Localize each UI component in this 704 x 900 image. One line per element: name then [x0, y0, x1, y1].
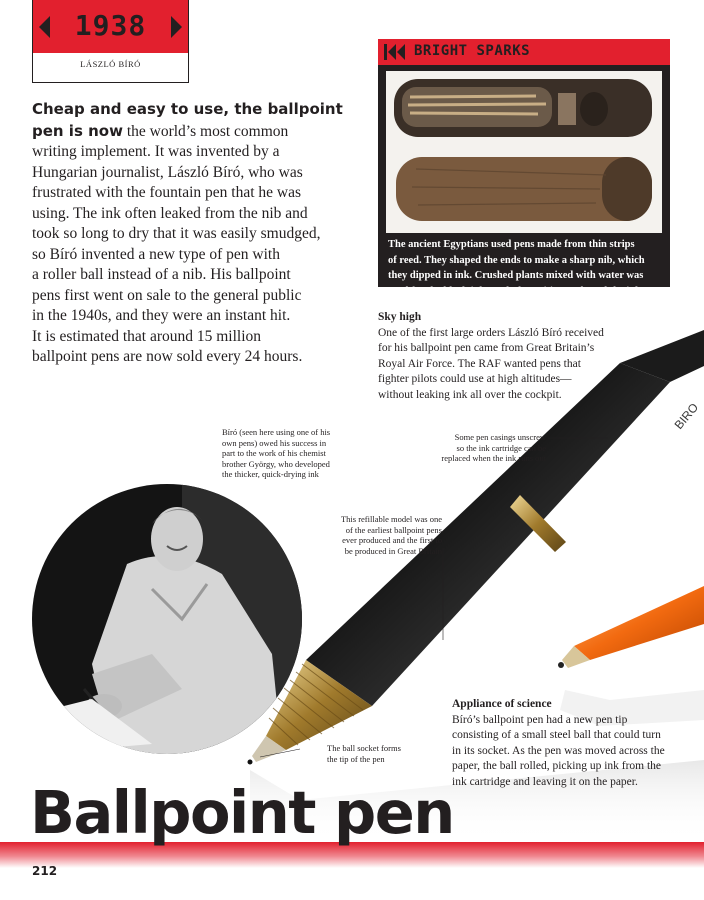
science-line: Bíró’s ballpoint pen had a new pen tip: [452, 713, 628, 726]
caption-line: This refillable model was one: [340, 514, 442, 524]
rewind-icon: [384, 44, 406, 60]
bright-sparks-panel: [378, 39, 670, 312]
sky-high-section: [378, 310, 670, 403]
year-badge: [32, 0, 189, 83]
intro-line: a roller ball instead of a nib. His ballpoint: [32, 266, 291, 283]
egyptian-pen-case-image: [386, 71, 662, 233]
next-arrow-icon[interactable]: [171, 16, 182, 38]
page-title: Ballpoint pen: [30, 778, 454, 847]
intro-paragraph: [32, 99, 358, 368]
inventor-name: LÁSZLÓ BÍRÓ: [80, 59, 141, 69]
bright-sparks-header: [378, 39, 670, 65]
sparks-line: they dipped in ink. Crushed plants mixed with water was: [388, 270, 644, 281]
intro-line: in the 1940s, and they were an instant hit.: [32, 307, 291, 324]
sky-high-line: without leaking ink all over the cockpit.: [378, 388, 562, 401]
sparks-line: The ancient Egyptians used pens made from thin strips: [388, 239, 635, 250]
sky-high-line: Royal Air Force. The RAF wanted pens that: [378, 357, 581, 370]
intro-line: using. The ink often leaked from the nib and: [32, 204, 308, 222]
intro-line: the world’s most common: [122, 122, 289, 140]
caption-line: be produced in Great Britain: [344, 545, 442, 556]
bright-sparks-text: [388, 237, 662, 315]
sky-high-line: One of the first large orders László Bíró received: [378, 326, 604, 339]
caption-refillable-model: [316, 514, 442, 556]
page-number: 212: [32, 864, 58, 878]
science-line: in its socket. As the pen was moved across the: [452, 744, 665, 757]
intro-line: frustrated with the fountain pen that he was: [32, 184, 302, 201]
sky-high-heading: Sky high: [378, 311, 422, 323]
intro-line: It is estimated that around 15 million: [32, 327, 262, 345]
bright-sparks-title: BRIGHT SPARKS: [414, 43, 531, 59]
caption-ball-socket: [327, 743, 427, 764]
intro-line: took so long to dry that it was easily smudged,: [32, 225, 321, 242]
science-line: ink cartridge and leaving it on the paper.: [452, 775, 638, 788]
caption-line: the tip of the pen: [327, 753, 385, 764]
sky-high-line: for his ballpoint pen came from Great Britain’s: [378, 342, 595, 354]
science-heading: Appliance of science: [452, 698, 552, 710]
caption-line: brother György, who developed: [222, 458, 330, 469]
caption-line: ever produced and the first to: [342, 535, 442, 545]
biro-portrait-photo: [32, 484, 302, 754]
sparks-line: used for the black ink. Both the writing tools and the ink: [388, 285, 642, 297]
science-line: paper, the ball rolled, picking up ink from the: [452, 760, 662, 772]
caption-line: the thicker, quick-drying ink: [222, 469, 319, 479]
caption-line: of the earliest ballpoint pens: [345, 524, 442, 535]
intro-lead: Cheap and easy to use, the ballpoint pen is now: [32, 100, 343, 140]
intro-line: writing implement. It was invented by a: [32, 143, 280, 160]
year: 1938: [74, 9, 147, 42]
caption-line: replaced when the ink runs out: [441, 453, 546, 463]
caption-biro: [222, 427, 372, 480]
sparks-line: of reed. They shaped the ends to make a sharp nib, which: [388, 254, 645, 266]
caption-line: Some pen casings unscrew: [454, 432, 546, 442]
appliance-of-science-section: [452, 697, 674, 790]
caption-line: part to the work of his chemist: [222, 448, 326, 458]
intro-line: ballpoint pens are now sold every 24 hours.: [32, 348, 303, 365]
sky-high-line: fighter pilots could use at high altitudes—: [378, 373, 572, 385]
science-line: consisting of a small steel ball that could turn: [452, 729, 661, 741]
caption-casing: [416, 432, 546, 464]
year-band: [33, 0, 188, 53]
pen-barrel-imprint: BIRO: [671, 400, 702, 432]
intro-line: Hungarian journalist, László Bíró, who was: [32, 163, 303, 181]
caption-line: The ball socket forms: [327, 743, 401, 753]
caption-line: so the ink cartridge can be: [456, 442, 546, 453]
caption-line: own pens) owed his success in: [222, 437, 327, 448]
intro-line: so Bíró invented a new type of pen with: [32, 245, 280, 263]
intro-line: pens first went on sale to the general public: [32, 286, 302, 304]
caption-line: Bíró (seen here using one of his: [222, 427, 331, 437]
sparks-line: were housed in a wooden case.: [388, 301, 524, 312]
